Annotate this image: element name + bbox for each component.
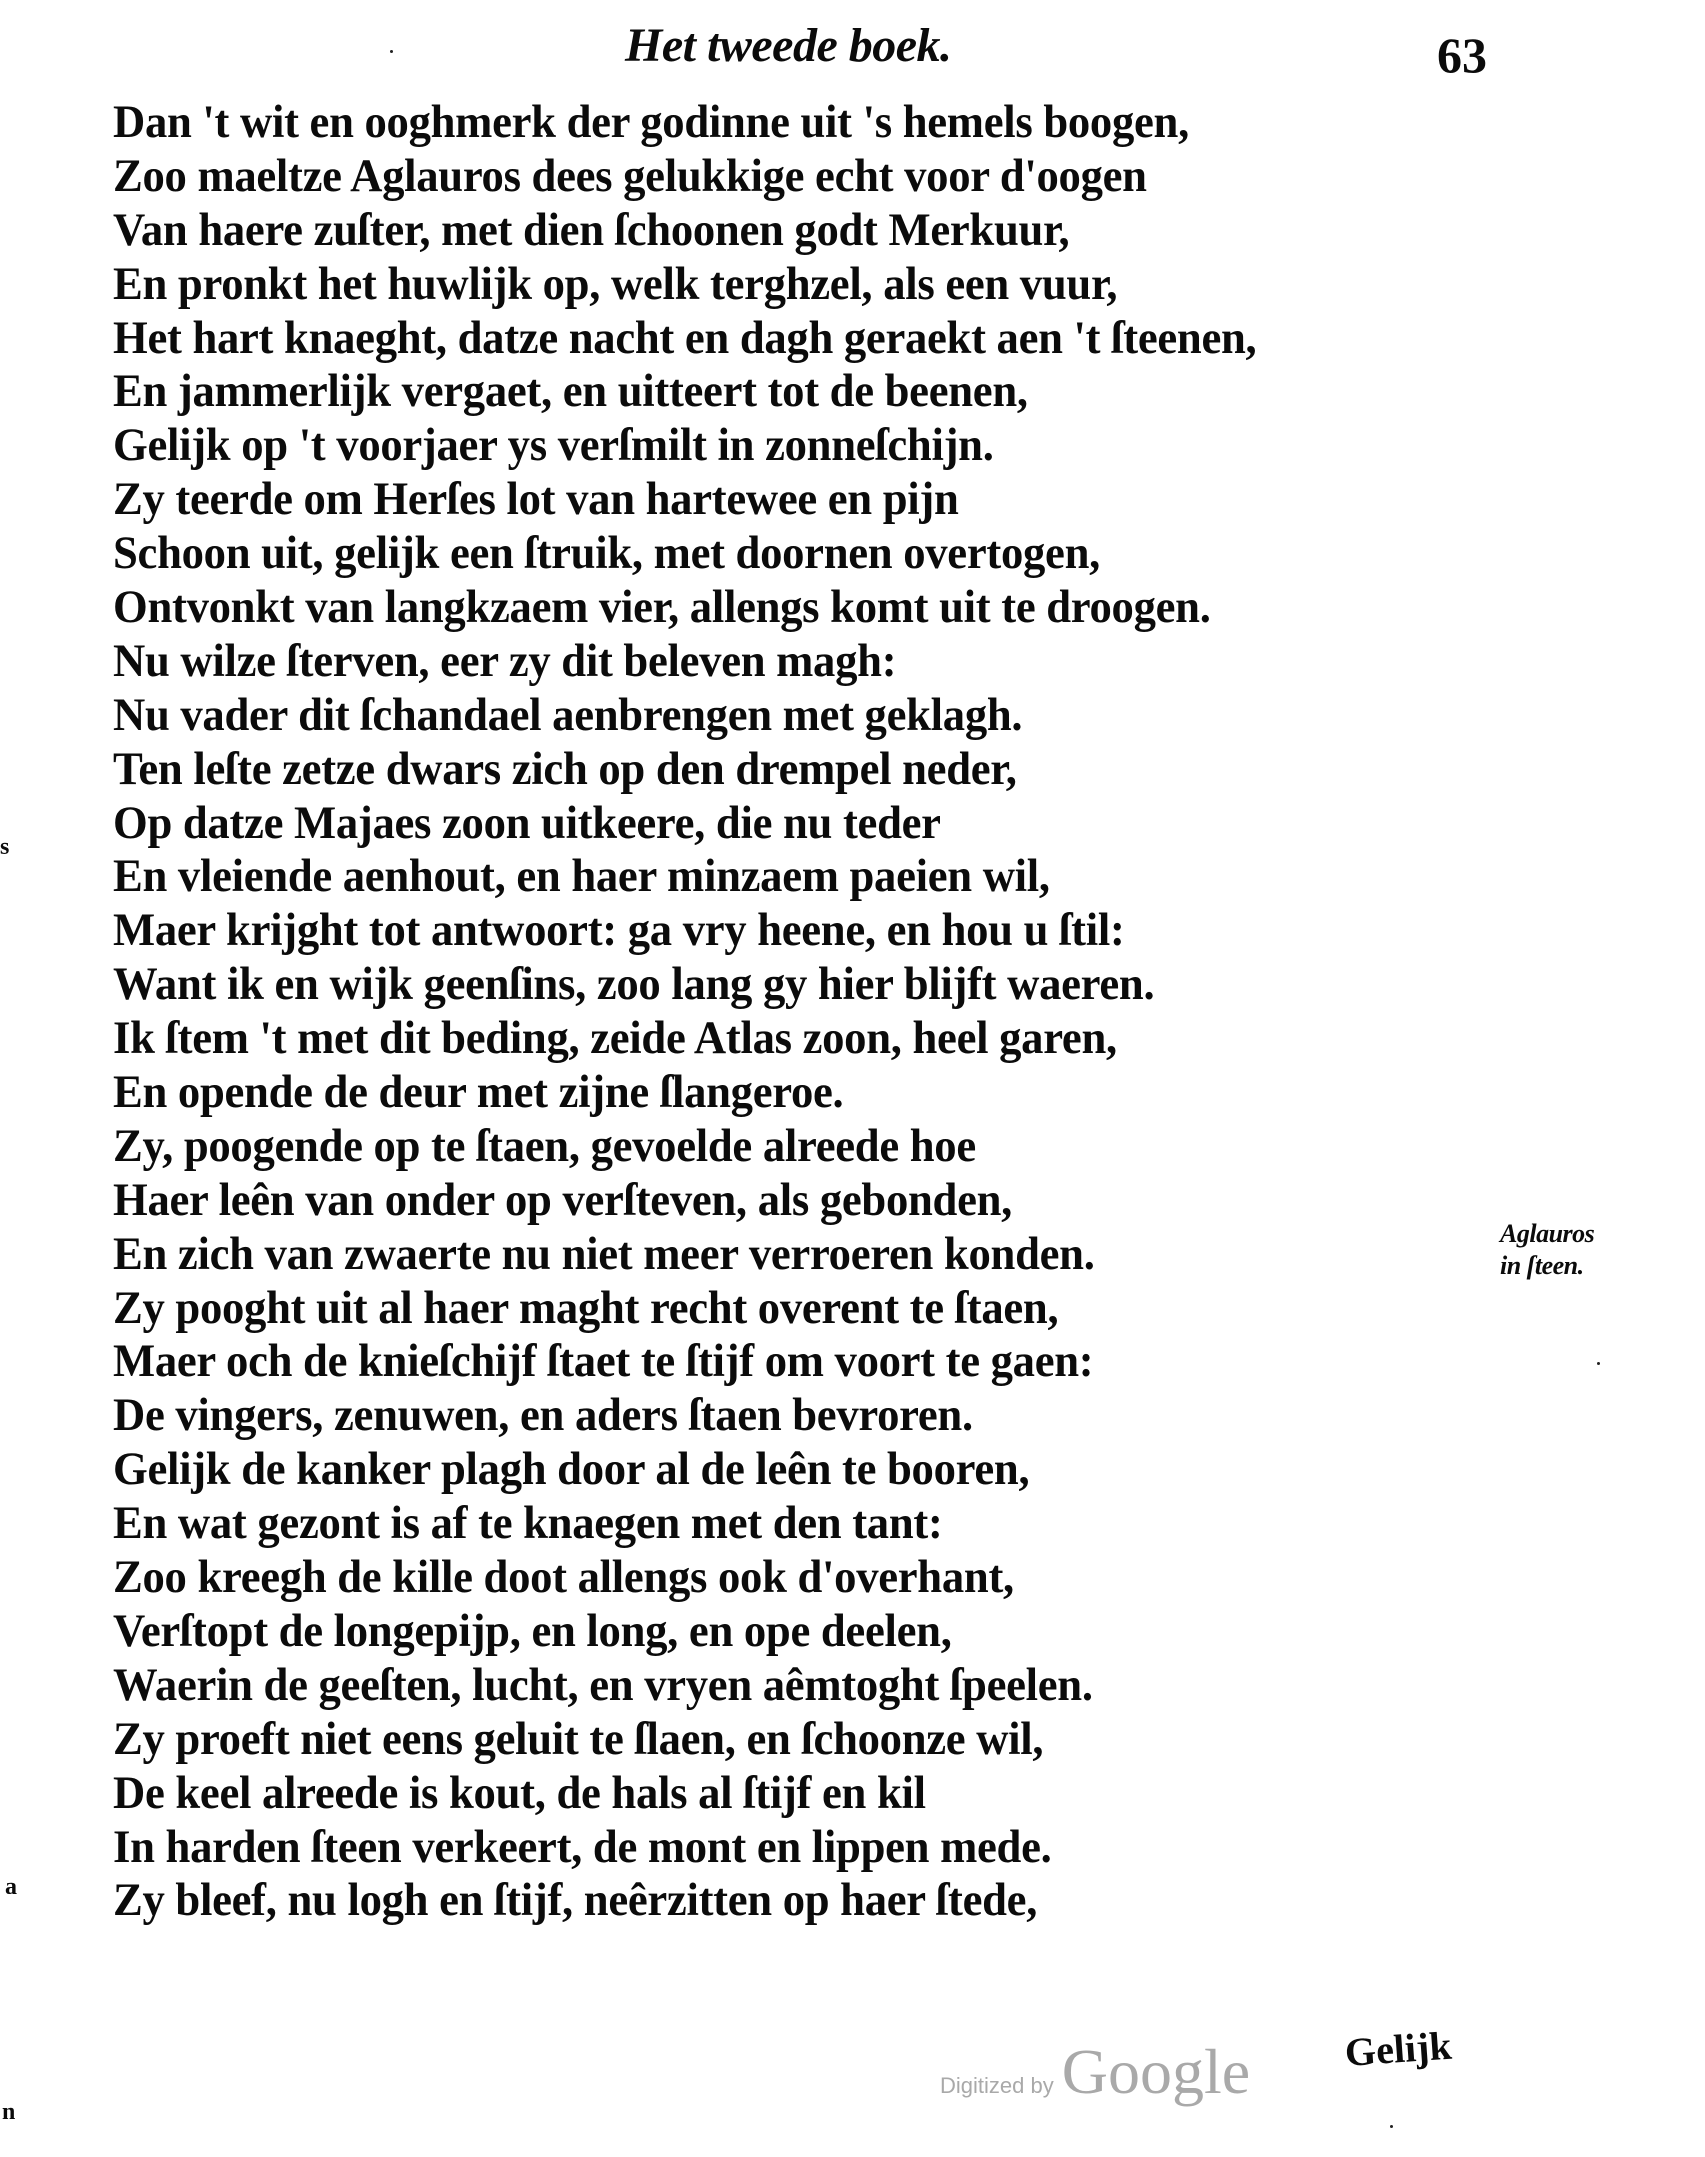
verse-line: Gelijk de kanker plagh door al de leên te booren, [113,1443,1030,1496]
verse-text [113,96,1317,1928]
verse-line: Gelijk op 't voorjaer ys verſmilt in zonneſchijn. [113,419,994,472]
verse-line: Ik ſtem 't met dit beding, zeide Atlas zoon, heel garen, [113,1012,1117,1065]
page-number: 63 [1437,27,1487,83]
verse-line: Verſtopt de longepijp, en long, en ope deelen, [113,1604,952,1657]
margin-note [1500,1218,1594,1282]
ink-speck [1390,2125,1393,2128]
verse-line: En zich van zwaerte nu niet meer verroeren konden. [113,1227,1095,1280]
running-title: Het tweede boek. [625,19,952,72]
margin-note-line: Aglauros [1500,1219,1595,1248]
verse-line: En pronkt het huwlijk op, welk terghzel, als een vuur, [113,257,1118,310]
verse-line: De vingers, zenuwen, en aders ſtaen bevroren. [113,1389,973,1442]
verse-line: Ten leſte zetze dwars zich op den drempel neder, [113,742,1017,795]
verse-line: Zy pooght uit al haer maght recht overent te ſtaen, [113,1281,1059,1334]
verse-line: Zy teerde om Herſes lot van hartewee en pijn [113,473,959,526]
google-logo-text: Google [1061,2036,1251,2107]
verse-line: En wat gezont is af te knaegen met den tant: [113,1497,943,1550]
margin-note-line: in ſteen. [1500,1251,1584,1280]
verse-line: Maer och de knieſchijf ſtaet te ſtijf om voort te gaen: [113,1335,1094,1388]
verse-line: Op datze Majaes zoon uitkeere, die nu teder [113,796,941,849]
verse-line: En opende de deur met zijne ſlangeroe. [113,1066,844,1119]
verse-line: De keel alreede is kout, de hals al ſtijf en kil [113,1766,926,1819]
verse-line: Want ik en wijk geenſins, zoo lang gy hier blijft waeren. [113,958,1155,1011]
verse-line: Nu vader dit ſchandael aenbrengen met geklagh. [113,688,1023,741]
verse-line: En jammerlijk vergaet, en uitteert tot de beenen, [113,365,1028,418]
verse-line: Zoo maeltze Aglauros dees gelukkige echt voor d'oogen [113,149,1147,202]
verse-line: Zoo kreegh de kille doot allengs ook d'overhant, [113,1551,1014,1604]
catchword: Gelijk [1343,2022,1453,2075]
verse-line: Waerin de geeſten, lucht, en vryen aêmtoght ſpeelen. [113,1658,1093,1711]
verse-line: In harden ſteen verkeert, de mont en lippen mede. [113,1820,1052,1873]
margin-fragment-mark: n [2,2099,16,2125]
verse-line: Zy, poogende op te ſtaen, gevoelde alreede hoe [113,1119,976,1172]
verse-line: En vleiende aenhout, en haer minzaem paeien wil, [113,850,1050,903]
verse-line: Zy proeft niet eens geluit te ſlaen, en ſchoonze wil, [113,1712,1044,1765]
verse-line: Het hart knaeght, datze nacht en dagh geraekt aen 't ſteenen, [113,311,1257,364]
margin-fragment-mark: a [5,1874,17,1900]
margin-fragment-mark: s [0,834,10,860]
verse-line: Schoon uit, gelijk een ſtruik, met doornen overtogen, [113,527,1101,580]
ink-speck [390,50,393,53]
verse-line: Van haere zuſter, met dien ſchoonen godt Merkuur, [113,203,1070,256]
digitized-by-google-watermark [940,2036,1251,2107]
ink-speck [1597,1362,1600,1365]
verse-line: Zy bleef, nu logh en ſtijf, neêrzitten op haer ſtede, [113,1874,1038,1927]
verse-line: Maer krijght tot antwoort: ga vry heene, en hou u ſtil: [113,904,1125,957]
verse-line: Haer leên van onder op verſteven, als gebonden, [113,1173,1013,1226]
verse-line: Nu wilze ſterven, eer zy dit beleven magh: [113,634,897,687]
watermark-prefix: Digitized by [940,2073,1054,2098]
verse-line: Ontvonkt van langkzaem vier, allengs komt uit te droogen. [113,581,1211,634]
verse-line: Dan 't wit en ooghmerk der godinne uit 's hemels boogen, [113,96,1189,148]
